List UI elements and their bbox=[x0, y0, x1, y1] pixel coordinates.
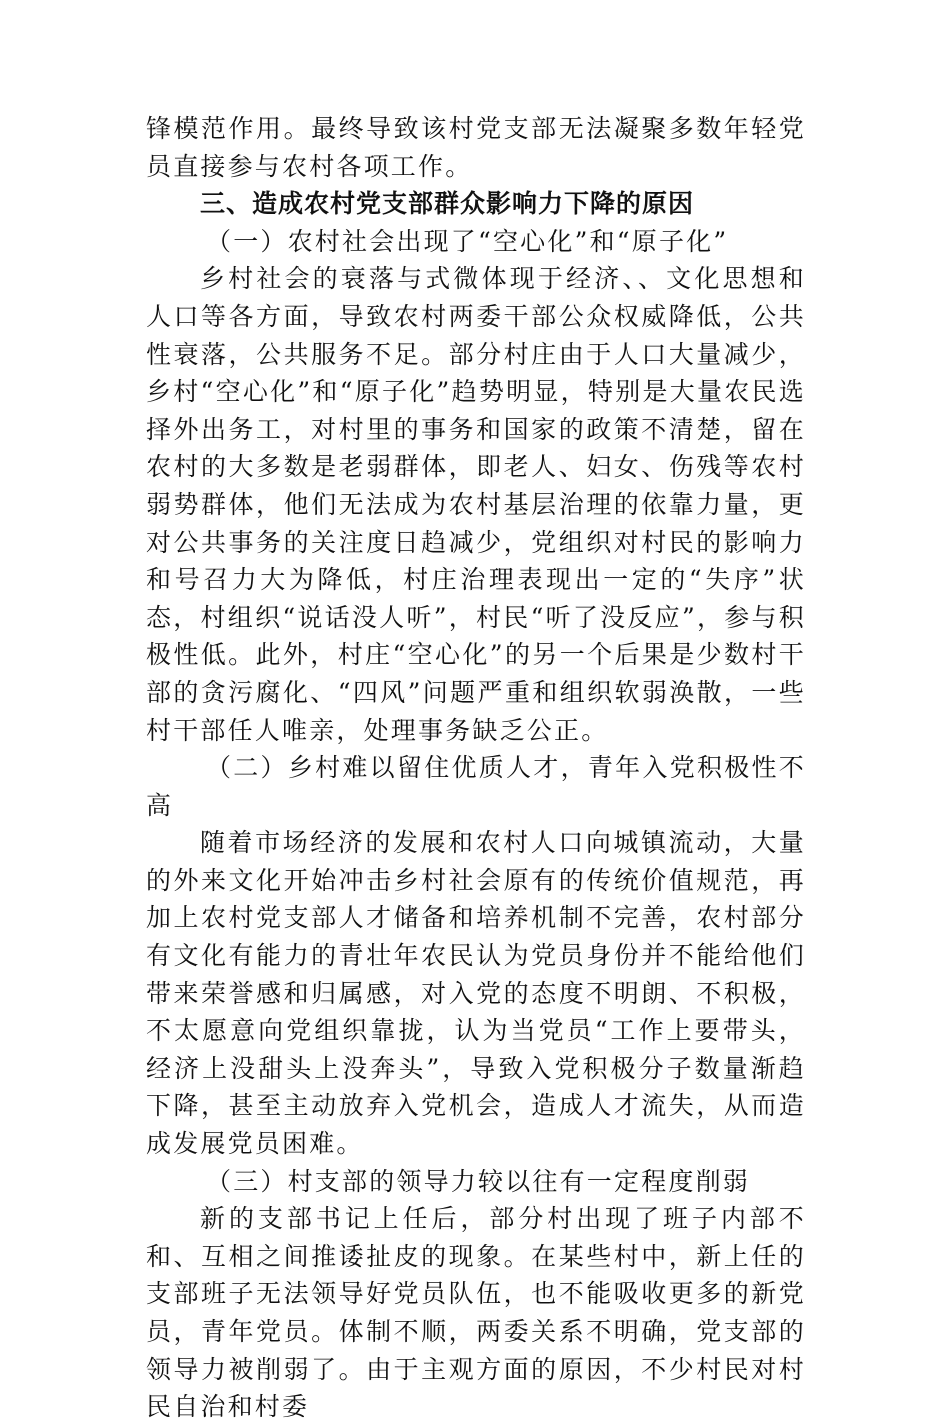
section-3-heading: 三、造成农村党支部群众影响力下降的原因 bbox=[200, 189, 695, 219]
subsection-3-paragraph: 新的支部书记上任后，部分村出现了班子内部不和、互相之间推诿扯皮的现象。在某些村中，新上任的支部班子无法领导好党员队伍，也不能吸收更多的新党员，青年党员。体制不顺，两委关系不明确，党支部的领导力被削弱了。由于主观方面的原因，不少村民对村民自治和村委 bbox=[146, 1204, 806, 1422]
subsection-2-heading: （二）乡村难以留住优质人才，青年入党积极性不高 bbox=[146, 753, 806, 820]
subsection-1-paragraph: 乡村社会的衰落与式微体现于经济、、文化思想和人口等各方面，导致农村两委干部公众权威降低，公共性衰落，公共服务不足。部分村庄由于人口大量减少，乡村“空心化”和“原子化”趋势明显，特别是大量农民选择外出务工，对村里的事务和国家的政策不清楚，留在农村的大多数是老弱群体，即老人、妇女、伤残等农村弱势群体，他们无法成为农村基层治理的依靠力量，更对公共事务的关注度日趋减少，党组织对村民的影响力和号召力大为降低，村庄治理表现出一定的“失序”状态，村组织“说话没人听”，村民“听了没反应”，参与积极性低。此外，村庄“空心化”的另一个后果是少数村干部的贪污腐化、“四风”问题严重和组织软弱涣散，一些村干部任人唯亲，处理事务缺乏公正。 bbox=[146, 264, 806, 745]
document-body bbox=[146, 110, 806, 1426]
subsection-1-heading: （一）农村社会出现了“空心化”和“原子化” bbox=[206, 226, 729, 256]
subsection-2-paragraph: 随着市场经济的发展和农村人口向城镇流动，大量的外来文化开始冲击乡村社会原有的传统价值规范，再加上农村党支部人才储备和培养机制不完善，农村部分有文化有能力的青壮年农民认为党员身份并不能给他们带来荣誉感和归属感，对入党的态度不明朗、不积极，不太愿意向党组织靠拢，认为当党员“工作上要带头，经济上没甜头上没奔头”，导致入党积极分子数量渐趋下降，甚至主动放弃入党机会，造成人才流失，从而造成发展党员困难。 bbox=[146, 828, 806, 1159]
subsection-3-heading: （三）村支部的领导力较以往有一定程度削弱 bbox=[206, 1166, 751, 1196]
intro-paragraph: 锋模范作用。最终导致该村党支部无法凝聚多数年轻党员直接参与农村各项工作。 bbox=[146, 114, 806, 181]
